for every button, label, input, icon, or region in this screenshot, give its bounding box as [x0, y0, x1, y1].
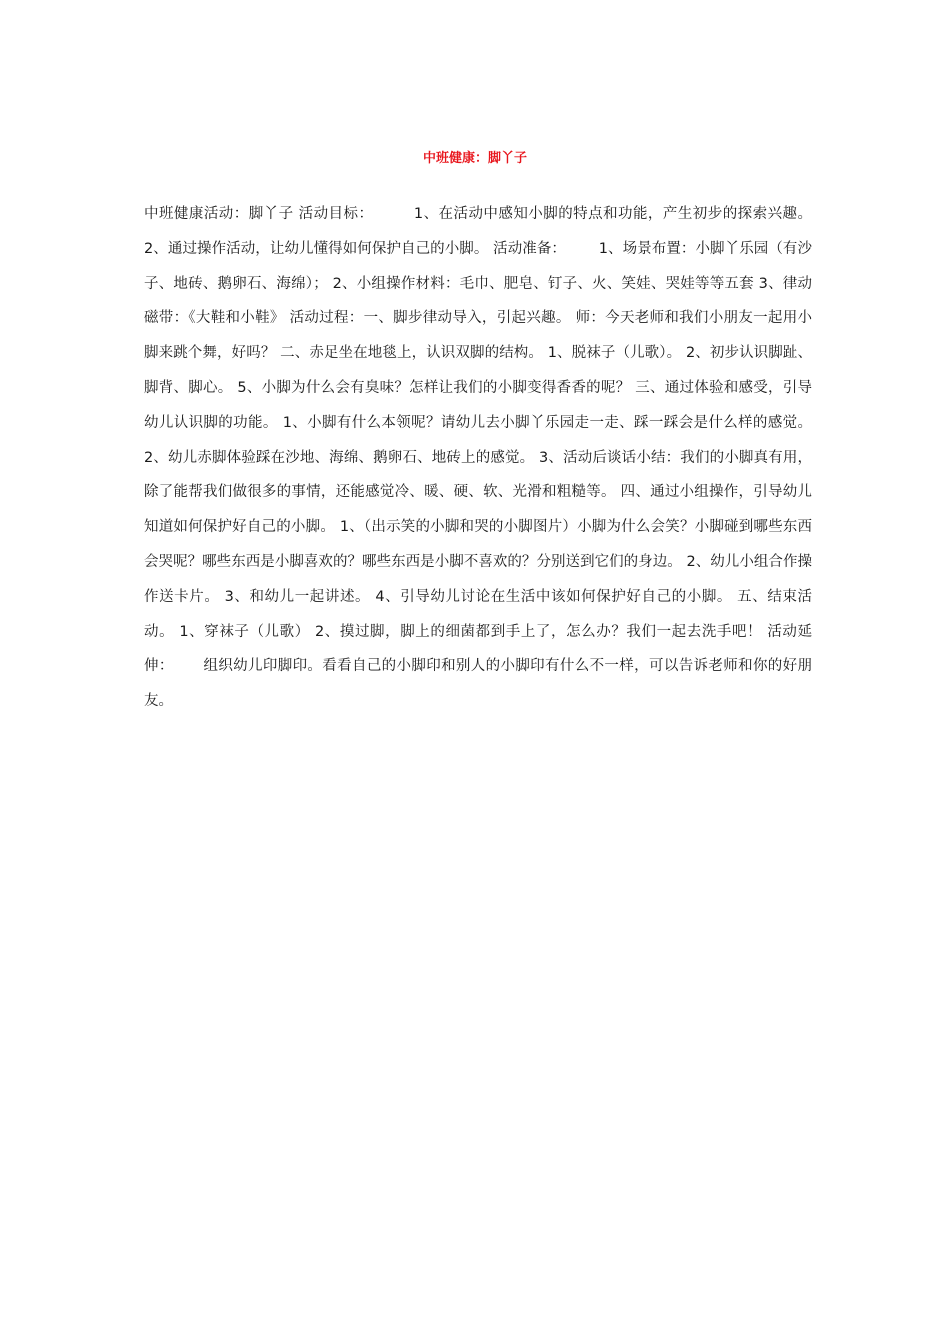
document-title: 中班健康：脚丫子: [422, 151, 527, 166]
document-body-text: 中班健康活动：脚丫子 活动目标： 1、在活动中感知小脚的特点和功能，产生初步的探索兴趣。 2、通过操作活动，让幼儿懂得如何保护自己的小脚。 活动准备： 1、场景布置：小脚丫乐园（有沙子、地砖、鹅卵石、海绵）； 2、小组操作材料：毛巾、肥皂、钉子、火、笑娃、哭娃等等五套 3、律动磁带：《大鞋和小鞋》 活动过程：一、脚步律动导入，引起兴趣。 师：今天老师和我们小朋友一起用小脚来跳个舞，好吗？ 二、赤足坐在地毯上，认识双脚的结构。 1、脱袜子（儿歌）。 2、初步认识脚趾、脚背、脚心。 5、小脚为什么会有臭味？怎样让我们的小脚变得香香的呢？ 三、通过体验和感受，引导幼儿认识脚的功能。 1、小脚有什么本领呢？请幼儿去小脚丫乐园走一走、踩一踩会是什么样的感觉。 2、幼儿赤脚体验踩在沙地、海绵、鹅卵石、地砖上的感觉。 3、活动后谈话小结：我们的小脚真有用，除了能帮我们做很多的事情，还能感觉冷、暖、硬、软、光滑和粗糙等。 四、通过小组操作，引导幼儿知道如何保护好自己的小脚。 1、（出示笑的小脚和哭的小脚图片）小脚为什么会笑？小脚碰到哪些东西会哭呢？哪些东西是小脚喜欢的？哪些东西是小脚不喜欢的？分别送到它们的身边。 2、幼儿小组合作操作送卡片。 3、和幼儿一起讲述。 4、引导幼儿讨论在生活中该如何保护好自己的小脚。 五、结束活动。 1、穿袜子（儿歌） 2、摸过脚，脚上的细菌都到手上了，怎么办？我们一起去洗手吧！ 活动延伸： 组织幼儿印脚印。看看自己的小脚印和别人的小脚印有什么不一样，可以告诉老师和你的好朋友。: [144, 206, 840, 710]
